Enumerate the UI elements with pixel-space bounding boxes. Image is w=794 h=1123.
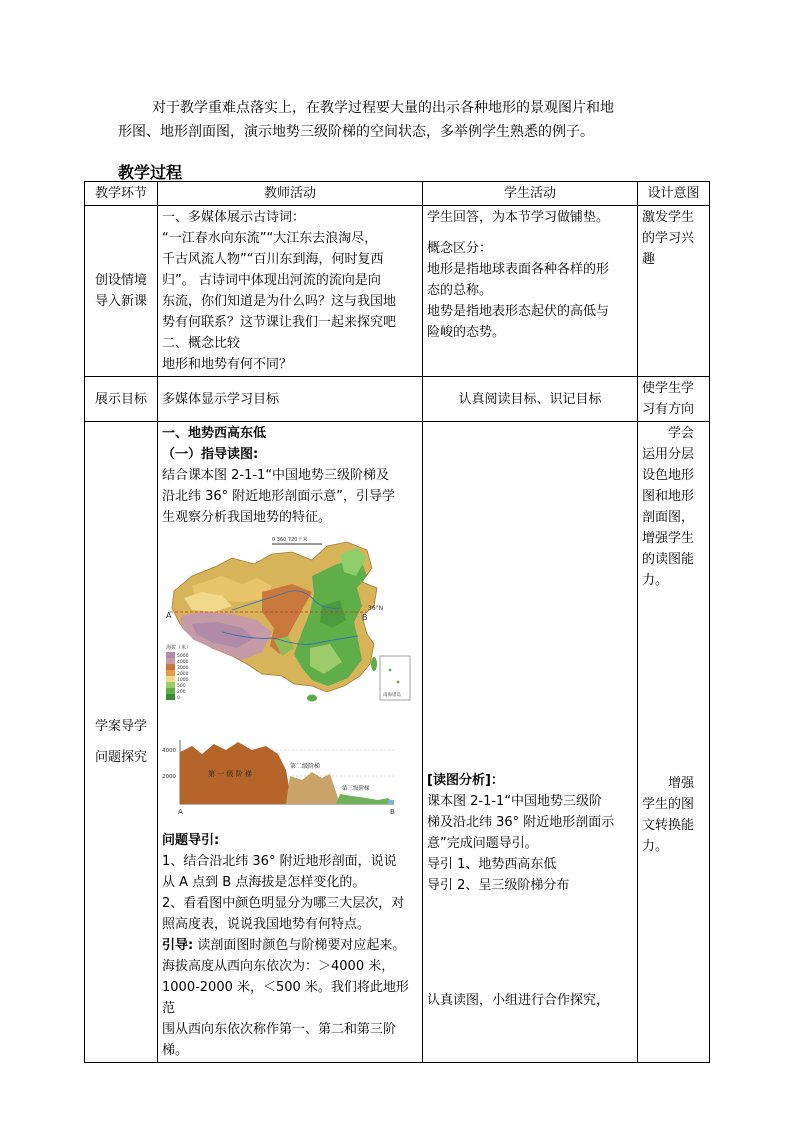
legend-value: 5000 — [177, 654, 189, 659]
question-heading: 问题导引: — [162, 833, 220, 848]
student-text: 认真阅读目标、识记目标 — [458, 391, 602, 407]
intent-text: 习有方向 — [642, 402, 695, 417]
legend-value: 0 — [177, 696, 180, 701]
student-cell — [423, 422, 638, 1063]
teacher-text: 东流，你们知道是为什么吗？这与我国地 — [162, 294, 397, 309]
intent-text: 的读图能 — [642, 552, 695, 567]
step-3-label: 第三级阶梯 — [342, 786, 370, 792]
intent-text: 趣 — [642, 252, 656, 267]
legend-value: 1000 — [177, 678, 189, 683]
student-heading: [读图分析]： — [427, 773, 504, 788]
section-title: 教学过程 — [118, 163, 183, 182]
teacher-text: 沿北纬 36° 附近地形剖面示意”，引导学 — [162, 489, 396, 504]
question-text: 照高度表，说说我国地势有何特点。 — [162, 917, 371, 932]
intent-text: 剖面图， — [642, 510, 695, 525]
intent-text: 文转换能 — [642, 818, 695, 833]
legend-swatch — [166, 694, 175, 700]
student-text: 导引 1、地势西高东低 — [427, 857, 557, 872]
legend-value: 500 — [177, 684, 186, 689]
intro-line-1: 对于教学重难点落实上，在教学过程要大量的出示各种地形的景观图片和地 — [152, 100, 614, 116]
teacher-text: 二、概念比较 — [162, 336, 241, 351]
intent-text: 力。 — [642, 573, 669, 588]
teacher-text: 归”。 古诗词中体现出河流的流向是向 — [162, 273, 381, 288]
guide-text: 读剖面图时颜色与阶梯要对应起来。 — [193, 938, 406, 953]
legend-swatch — [166, 688, 175, 694]
intent-text: 的学习兴 — [642, 231, 695, 246]
profile-b-label: B — [390, 808, 395, 816]
teacher-cell — [158, 377, 423, 422]
student-text: 梯及沿北纬 36° 附近地形剖面示 — [427, 815, 615, 830]
student-text: 概念区分： — [427, 241, 493, 256]
step-3-profile — [336, 794, 394, 804]
legend-swatch — [166, 682, 175, 688]
student-text: 地形是指地球表面各种各样的形 — [427, 262, 610, 277]
intent-cell — [638, 377, 710, 422]
inset-island — [389, 669, 392, 672]
question-text: 1、结合沿北纬 36° 附近地形剖面，说说 — [162, 854, 397, 869]
intent-text: 使学生学 — [642, 381, 695, 396]
lesson-table — [84, 181, 710, 1063]
intent-text: 激发学生 — [642, 210, 695, 225]
stage-cell — [85, 377, 158, 422]
point-a-label: A — [166, 611, 172, 620]
student-text: 学生回答，为本节学习做铺垫。 — [427, 210, 610, 225]
profile-y-label-2000: 2000 — [162, 774, 176, 780]
teacher-cell — [158, 422, 423, 1063]
stage-cell — [85, 206, 158, 377]
terrain-profile — [162, 736, 412, 820]
point-b-label: B — [362, 613, 368, 622]
intent-text: 增强 — [642, 776, 695, 791]
guide-text: 海拔高度从西向东依次为：＞4000 米， — [162, 959, 395, 974]
intro-line-2: 形图、地形剖面图，演示地势三级阶梯的空间状态，多举例学生熟悉的例子。 — [118, 124, 594, 140]
student-cell — [423, 377, 638, 422]
student-text: 意”完成问题导引。 — [427, 836, 538, 851]
step-2-label: 第二级阶梯 — [290, 763, 321, 770]
header-teacher: 教师活动 — [158, 182, 423, 206]
legend-value: 4000 — [177, 660, 189, 665]
intent-text: 设色地形 — [642, 468, 695, 483]
inset-label: 南海诸岛 — [383, 693, 401, 698]
legend-swatch — [166, 676, 175, 682]
teacher-text: “一江春水向东流”“大江东去浪淘尽， — [162, 231, 378, 246]
student-text: 导引 2、呈三级阶梯分布 — [427, 878, 570, 893]
china-terrain-map — [162, 536, 412, 736]
latitude-label: 36°N — [368, 605, 384, 612]
table-header-row — [85, 182, 710, 206]
stage-text: 问题探究 — [94, 750, 147, 765]
teacher-text: 势有何联系？这节课让我们一起来探究吧 — [162, 315, 397, 330]
stage-text: 展示目标 — [94, 391, 147, 407]
intent-text: 运用分层 — [642, 447, 695, 462]
student-text: 地势是指地表形态起伏的高低与 — [427, 304, 610, 319]
inset-island — [397, 681, 400, 684]
student-text: 险峻的态势。 — [427, 325, 506, 340]
teacher-text: 多媒体显示学习目标 — [162, 391, 280, 407]
intent-cell — [638, 422, 710, 1063]
header-intent: 设计意图 — [638, 182, 710, 206]
stage-text: 学案导学 — [94, 719, 147, 734]
header-student: 学生活动 — [423, 182, 638, 206]
china-map-svg — [162, 536, 412, 736]
legend-value: 3000 — [177, 666, 189, 671]
legend-value: 2000 — [177, 672, 189, 677]
step-2-profile — [286, 772, 340, 804]
profile-svg — [162, 736, 412, 820]
intent-text: 学生的图 — [642, 797, 695, 812]
teacher-text: 地形和地势有何不同？ — [162, 357, 293, 372]
student-text: 认真读图，小组进行合作探究， — [427, 993, 610, 1008]
sea-strip — [388, 800, 394, 804]
guide-text: 围从西向东依次称作第一、第二和第三阶 — [162, 1022, 397, 1037]
teacher-subheading: （一）指导读图: — [162, 447, 259, 462]
student-text: 课本图 2-1-1“中国地势三级阶 — [427, 794, 603, 809]
teacher-cell — [158, 206, 423, 377]
student-text: 态的总称。 — [427, 283, 493, 298]
intro-paragraph — [118, 96, 710, 144]
stage-text: 创设情境 — [94, 273, 147, 288]
question-text: 从 A 点到 B 点海拔是怎样变化的。 — [162, 875, 366, 890]
student-cell — [423, 206, 638, 377]
legend-swatch — [166, 664, 175, 670]
guide-text: 梯。 — [162, 1043, 189, 1058]
legend-swatch — [166, 658, 175, 664]
profile-y-label-4000: 4000 — [162, 748, 176, 754]
legend-value: 200 — [177, 690, 186, 695]
intent-text: 增强学生 — [642, 531, 695, 546]
table-row-goals — [85, 377, 710, 422]
guide-label: 引导: — [162, 938, 194, 953]
intent-text: 图和地形 — [642, 489, 695, 504]
intent-cell — [638, 206, 710, 377]
teacher-text: 千古风流人物”“百川东到海，何时复西 — [162, 252, 384, 267]
legend-swatch — [166, 652, 175, 658]
profile-a-label: A — [178, 808, 183, 816]
taiwan-shape — [371, 657, 377, 671]
scale-label: 0 360 720千米 — [272, 537, 308, 543]
stage-text: 导入新课 — [94, 294, 147, 309]
teacher-text: 生观察分析我国地势的特征。 — [162, 510, 332, 525]
legend-title: 海拔（米） — [166, 645, 192, 651]
guide-text: 1000-2000 米，＜500 米。我们将此地形范 — [162, 980, 409, 1016]
step-1-label: 第 一 级 阶 梯 — [208, 770, 252, 778]
teacher-text: 结合课本图 2-1-1“中国地势三级阶梯及 — [162, 468, 390, 483]
teacher-text: 一、多媒体展示古诗词： — [162, 210, 306, 225]
teacher-heading: 一、地势西高东低 — [162, 426, 267, 441]
question-text: 2、看看图中颜色明显分为哪三大层次，对 — [162, 896, 405, 911]
table-row-intro — [85, 206, 710, 377]
intent-text: 学会 — [642, 426, 695, 441]
stage-cell — [85, 422, 158, 1063]
header-stage: 教学环节 — [85, 182, 158, 206]
legend-swatch — [166, 670, 175, 676]
intent-text: 力。 — [642, 839, 669, 854]
hainan-shape — [307, 695, 317, 702]
table-row-explore — [85, 422, 710, 1063]
